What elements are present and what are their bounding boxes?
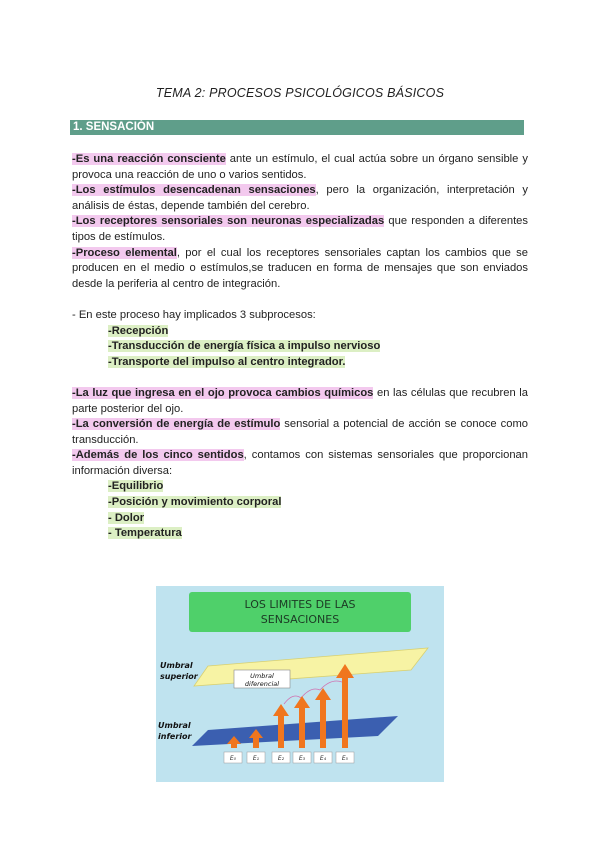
list-item: - Temperatura [108, 527, 182, 540]
highlight: -Es una reacción consciente [72, 153, 226, 165]
paragraph [72, 183, 528, 214]
paragraph-text: , pero la organización, interpretación y análisis de éstas, depende también del cerebro. [72, 184, 528, 212]
paragraph-text: que responden a diferentes tipos de estímulos. [72, 215, 528, 243]
highlight: -Los estímulos desencadenan sensaciones [72, 184, 316, 197]
list-item: -Transporte del impulso al centro integrador. [108, 355, 346, 368]
umbral-inferior-label: Umbral [158, 721, 191, 730]
highlight: -Proceso elemental [72, 246, 177, 259]
paragraph [72, 152, 528, 183]
stimulus-label: E₄ [319, 755, 327, 762]
umbral-superior-label: superior [160, 672, 198, 681]
stimulus-label: E₁ [252, 755, 260, 762]
section-heading: 1. SENSACIÓN [70, 120, 524, 135]
paragraph [72, 386, 528, 417]
highlight: -Los receptores sensoriales son neuronas especializadas [72, 215, 385, 228]
paragraph-text: ante un estímulo, el cual actúa sobre un órgano sensible y provoca una reacción de uno o varios sentidos. [72, 153, 528, 181]
umbral-inferior-label: inferior [158, 732, 192, 741]
paragraph [72, 214, 528, 245]
paragraph-text: en las células que recubren la parte posterior del ojo. [72, 386, 528, 415]
umbral-diferencial-label: diferencial [244, 680, 280, 688]
body-text [72, 152, 528, 542]
stimulus-label: E₂ [277, 755, 285, 762]
figure-title-line1: LOS LIMITES DE LAS [244, 598, 356, 611]
list-item: -Equilibrio [108, 480, 164, 493]
stimulus-label: E₃ [298, 755, 306, 762]
umbral-diferencial-label: Umbral [250, 672, 274, 680]
list-item: -Recepción [108, 324, 169, 337]
stimulus-label: E₀ [229, 755, 237, 762]
highlight: -Además de los cinco sentidos [72, 449, 244, 462]
list-item: -Posición y movimiento corporal [108, 496, 282, 509]
highlight: -La conversión de energía de estímulo [72, 418, 281, 431]
highlight: -La luz que ingresa en el ojo provoca cambios químicos [72, 386, 374, 399]
intro-text: - En este proceso hay implicados 3 subprocesos: [72, 308, 316, 321]
umbral-superior-label: Umbral [160, 661, 193, 670]
paragraph [72, 417, 528, 448]
paragraph-text: , contamos con sistemas sensoriales que proporcionan información diversa: [72, 449, 528, 477]
list-item: - Dolor [108, 511, 145, 524]
paragraph [72, 448, 528, 479]
paragraph-text: sensorial a potencial de acción se conoce como transducción. [72, 418, 528, 446]
stimulus-label: E₅ [341, 755, 349, 762]
sensation-limits-figure [156, 586, 444, 782]
list-item: -Transducción de energía física a impulso nervioso [108, 340, 381, 353]
paragraph [72, 246, 528, 293]
paragraph-text: , por el cual los receptores sensoriales captan los cambios que se producen en el medio o estímulos,se traducen en forma de mensajes que son enviados desde la periferia al centro de integración. [72, 246, 528, 290]
figure-title-line2: SENSACIONES [260, 613, 340, 626]
page-title: TEMA 2: PROCESOS PSICOLÓGICOS BÁSICOS [155, 86, 445, 100]
